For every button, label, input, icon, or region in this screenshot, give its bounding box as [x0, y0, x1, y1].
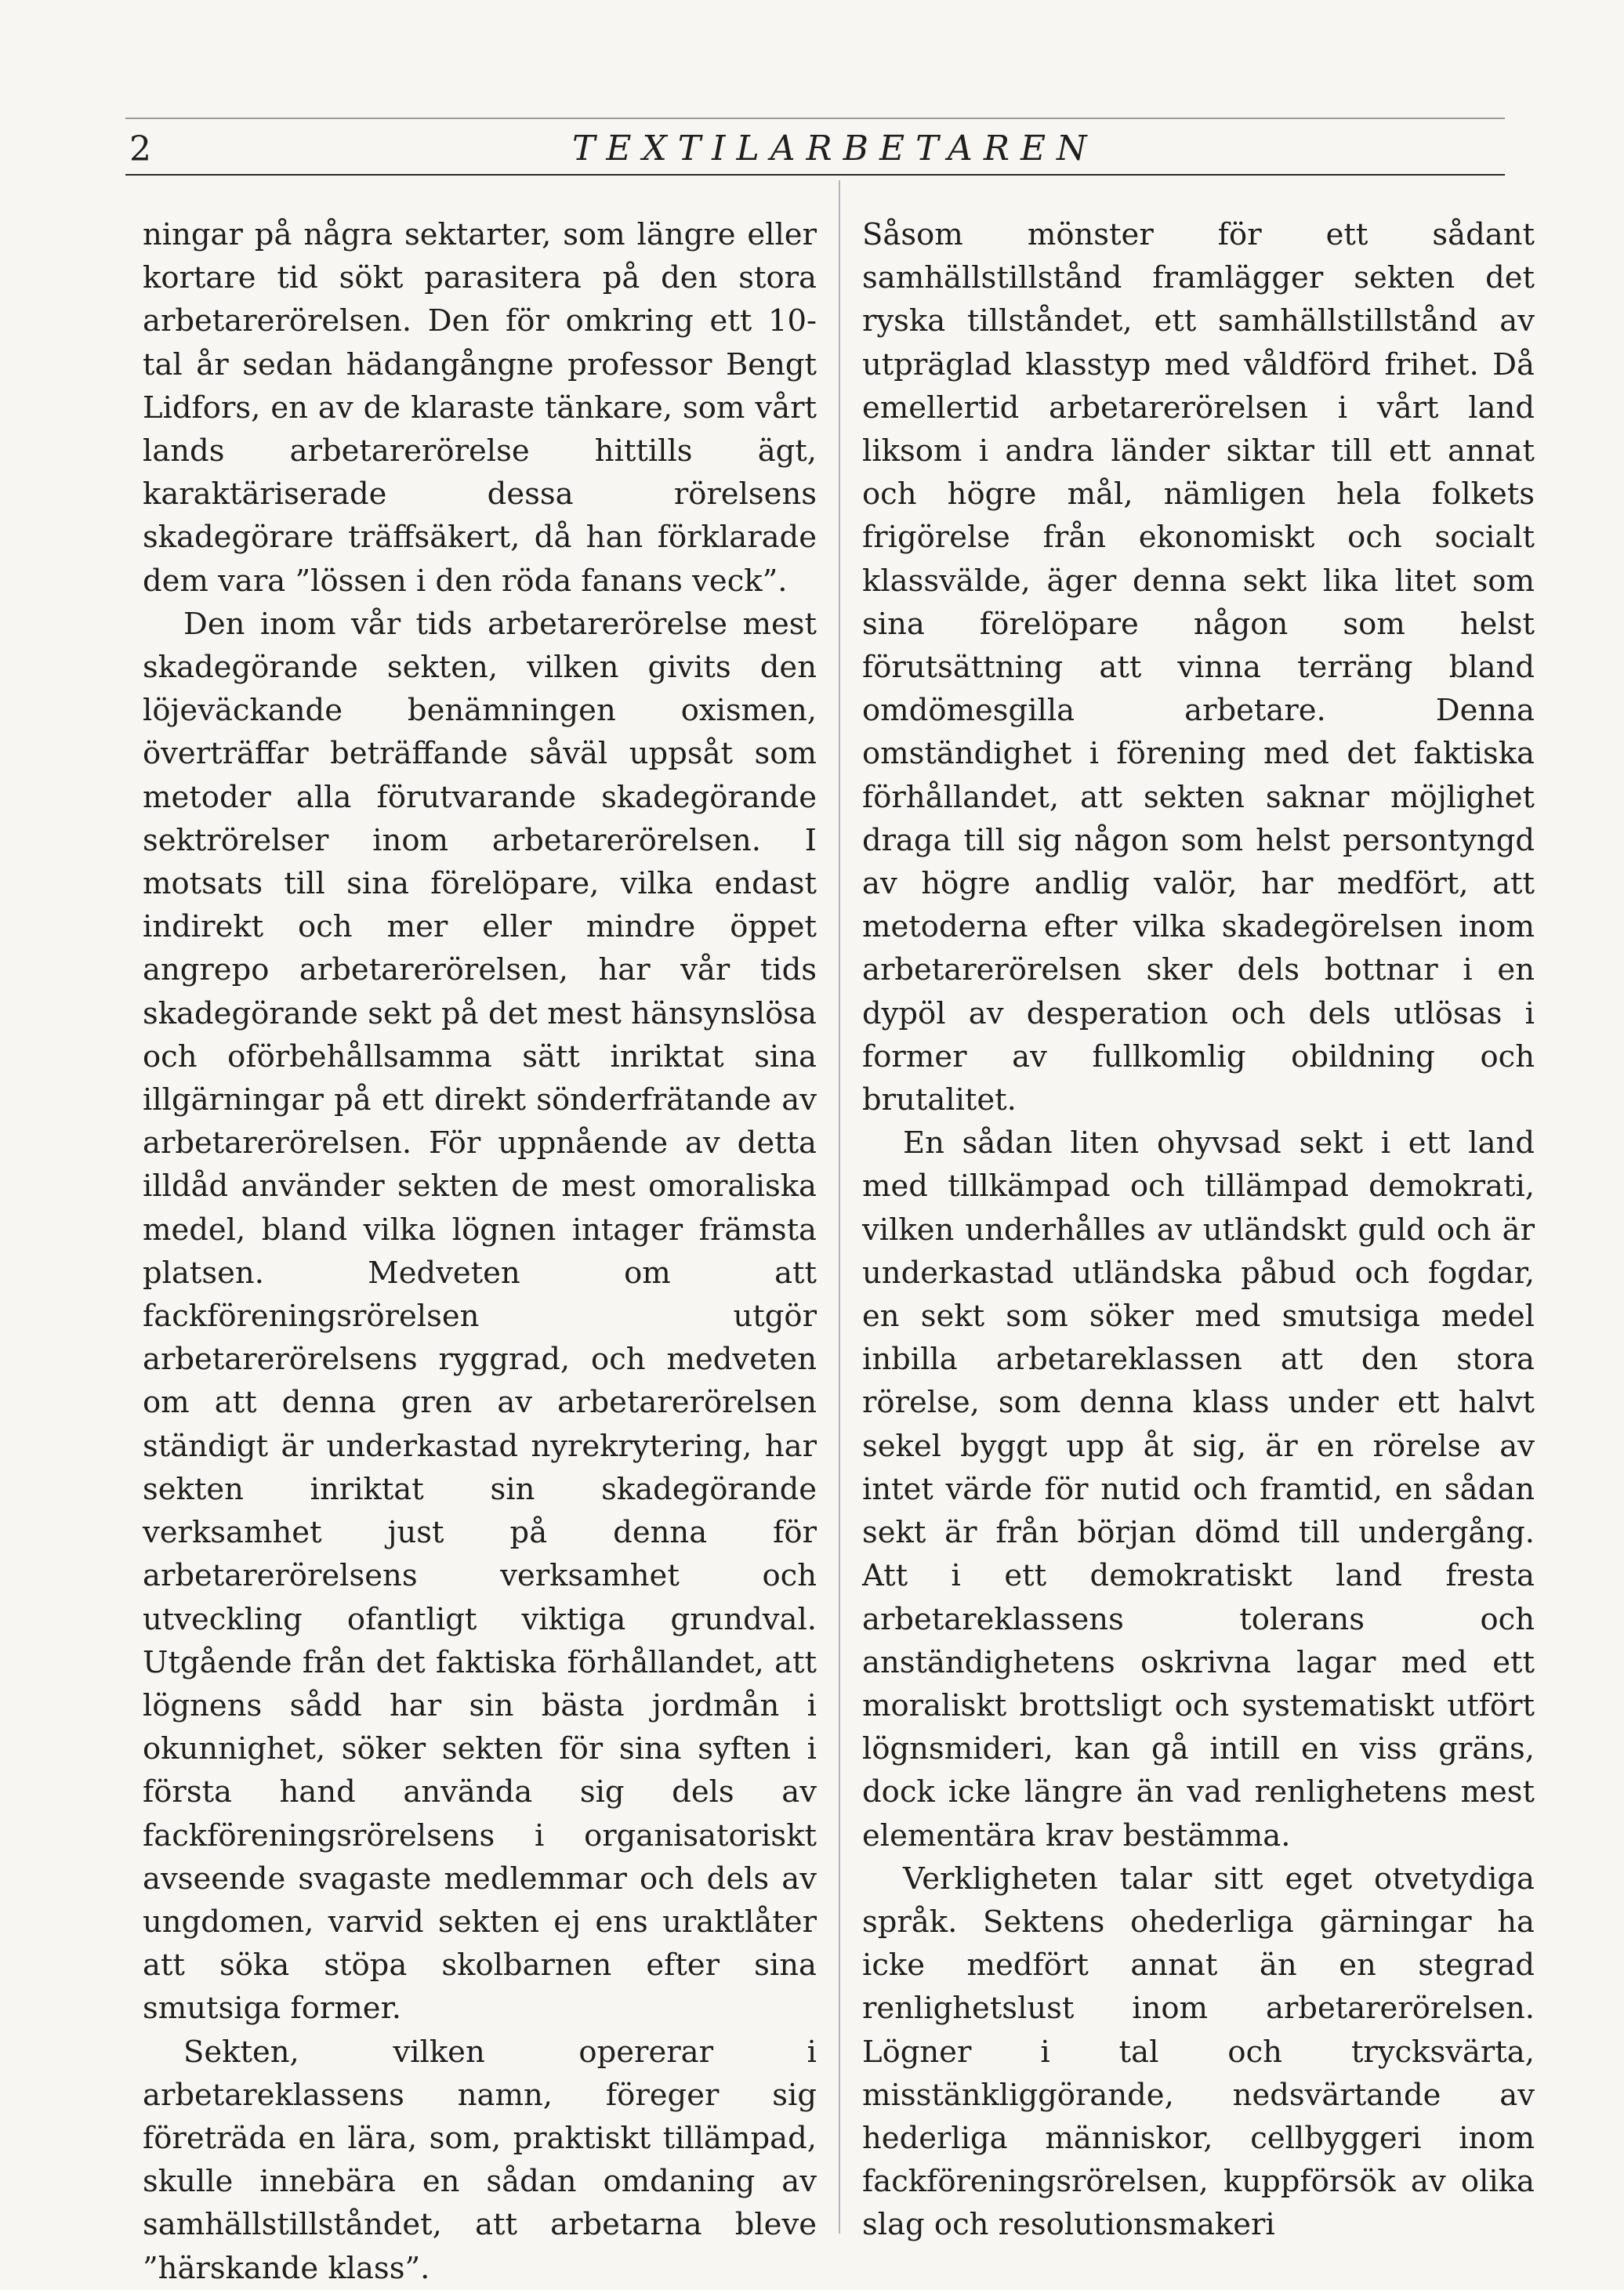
left-paragraph-2: Den inom vår tids arbetarerörelse mest skadegörande sekten, vilken givits den löjeväckande benämningen oxismen, överträffar beträffande såväl uppsåt som metoder alla förutvarande skadegörande sektrörelser inom arbetarerörelsen. I motsats till sina förelöpare, vilka endast indirekt och mer eller mindre öppet angrepo arbetarerörelsen, har vår tids skadegörande sekt på det mest hänsynslösa och oförbehållsamma sätt inriktat sina illgärningar på ett direkt sönderfrätande av arbetarerörelsen. För uppnående av detta illdåd använder sekten de mest omoraliska medel, bland vilka lögnen intager främsta platsen. Medveten om att fackföreningsrörelsen utgör arbetarerörelsens ryggrad, och medveten om att denna gren av arbetarerörelsen ständigt är underkastad nyrekrytering, har sekten inriktat sin skadegörande verksamhet just på denna för arbetarerörelsens verksamhet och utveckling ofantligt viktiga grundval. Utgående från det faktiska förhållandet, att lögnens sådd har sin bästa jordmån i okunnighet, söker sekten för sina syften i första hand använda sig dels av fackföreningsrörelsens i organisatoriskt avseende svagaste medlemmar och dels av ungdomen, varvid sekten ej ens uraktlåter att söka stöpa skolbarnen efter sina smutsiga former. — [143, 606, 817, 2027]
right-column — [862, 213, 1535, 2247]
header-bottom-rule — [125, 174, 1505, 176]
right-paragraph-3: Verkligheten talar sitt eget otvetydiga språk. Sektens ohederliga gärningar ha icke medfört annat än en stegrad renlighetslust inom arbetarerörelsen. Lögner i tal och trycksvärta, misstänkliggörande, nedsvärtande av hederliga människor, cellbyggeri inom fackföreningsrörelsen, kuppförsök av olika slag och resolutionsmakeri — [862, 1861, 1535, 2243]
page-number: 2 — [129, 129, 152, 169]
right-paragraph-1: Såsom mönster för ett sådant samhällstillstånd framlägger sekten det ryska tillståndet, ett samhällstillstånd av utpräglad klasstyp med våldförd frihet. Då emellertid arbetarerörelsen i vårt land liksom i andra länder siktar till ett annat och högre mål, nämligen hela folkets frigörelse från ekonomiskt och socialt klassvälde, äger denna sekt lika litet som sina förelöpare någon som helst förutsättning att vinna terräng bland omdömesgilla arbetare. Denna omständighet i förening med det faktiska förhållandet, att sekten saknar möjlighet draga till sig någon som helst persontyngd av högre andlig valör, har medfört, att metoderna efter vilka skadegörelsen inom arbetarerörelsen sker dels bottnar i en dypöl av desperation och dels utlösas i former av fullkomlig obildning och brutalitet. — [862, 217, 1535, 1118]
page-header — [125, 118, 1505, 180]
right-paragraph-2: En sådan liten ohyvsad sekt i ett land med tillkämpad och tillämpad demokrati, vilken underhålles av utländskt guld och är underkastad utländska påbud och fogdar, en sekt som söker med smutsiga medel inbilla arbetareklassen att den stora rörelse, som denna klass under ett halvt sekel byggt upp åt sig, är en rörelse av intet värde för nutid och framtid, en sådan sekt är från början dömd till undergång. Att i ett demokratiskt land fresta arbetareklassens tolerans och anständighetens oskrivna lagar med ett moraliskt brottsligt och systematiskt utfört lögnsmideri, kan gå intill en viss gräns, dock icke längre än vad renlighetens mest elementära krav bestämma. — [862, 1125, 1535, 1853]
header-top-rule — [125, 118, 1505, 119]
column-divider — [839, 180, 840, 2234]
left-column — [143, 213, 817, 2290]
left-paragraph-1: ningar på några sektarter, som längre eller kortare tid sökt parasitera på den stora arbetarerörelsen. Den för omkring ett 10-tal år sedan hädangångne professor Bengt Lidfors, en av de klaraste tänkare, som vårt lands arbetarerörelse hittills ägt, karaktäriserade dessa rörelsens skadegörare träffsäkert, då han förklarade dem vara ”lössen i den röda fanans veck”. — [143, 217, 817, 599]
journal-title: TEXTILARBETAREN — [572, 129, 1098, 168]
left-paragraph-3: Sekten, vilken opererar i arbetareklassens namn, föreger sig företräda en lära, som, praktiskt tillämpad, skulle innebära en sådan omdaning av samhällstillståndet, att arbetarna bleve ”härskande klass”. — [143, 2034, 817, 2286]
